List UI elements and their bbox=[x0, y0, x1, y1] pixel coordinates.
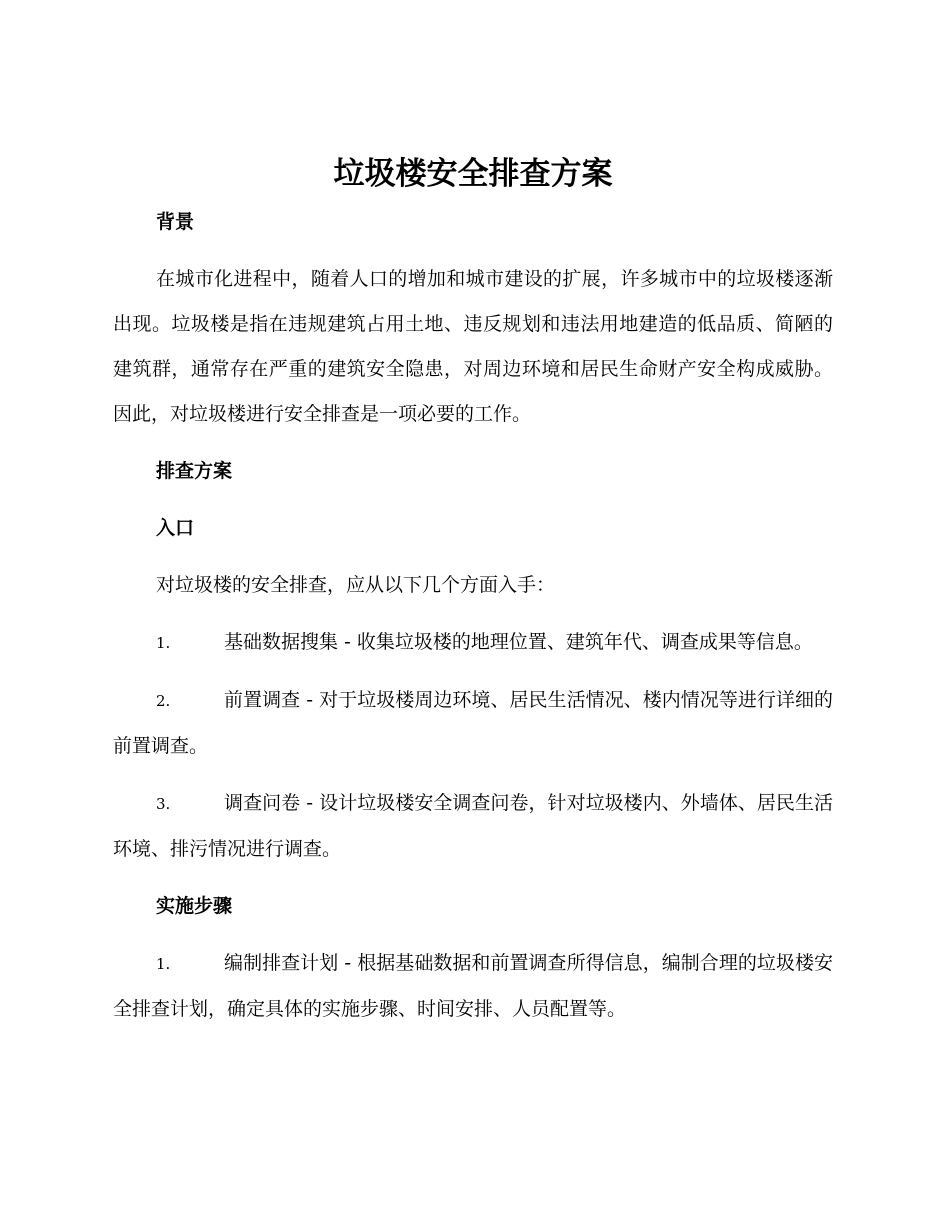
list-item bbox=[113, 620, 833, 666]
list-text: 编制排查计划 - 根据基础数据和前置调查所得信息，编制合理的垃圾楼安全排查计划，确定具体的实施步骤、时间安排、人员配置等。 bbox=[113, 952, 833, 1020]
list-text: 前置调查 - 对于垃圾楼周边环境、居民生活情况、楼内情况等进行详细的前置调查。 bbox=[113, 689, 833, 757]
section-heading-entry: 入口 bbox=[156, 517, 195, 539]
section-heading-steps: 实施步骤 bbox=[156, 895, 233, 917]
section-heading-plan: 排查方案 bbox=[156, 460, 233, 482]
list-item bbox=[113, 941, 833, 1032]
list-item bbox=[113, 781, 833, 872]
document-title: 垃圾楼安全排查方案 bbox=[333, 156, 613, 192]
list-text: 调查问卷 - 设计垃圾楼安全调查问卷，针对垃圾楼内、外墙体、居民生活环境、排污情况进行调查。 bbox=[113, 792, 833, 860]
list-number: 3. bbox=[156, 795, 171, 813]
list-number: 2. bbox=[156, 692, 171, 710]
entry-intro: 对垃圾楼的安全排查，应从以下几个方面入手： bbox=[156, 574, 556, 596]
list-number: 1. bbox=[156, 955, 171, 973]
section-heading-background: 背景 bbox=[156, 211, 195, 233]
list-number: 1. bbox=[156, 634, 171, 652]
list-text: 基础数据搜集 - 收集垃圾楼的地理位置、建筑年代、调查成果等信息。 bbox=[224, 631, 813, 653]
list-item bbox=[113, 678, 833, 769]
background-paragraph: 在城市化进程中，随着人口的增加和城市建设的扩展，许多城市中的垃圾楼逐渐出现。垃圾楼是指在违规建筑占用土地、违反规划和违法用地建造的低品质、简陋的建筑群，通常存在严重的建筑安全隐患，对周边环境和居民生命财产安全构成威胁。因此，对垃圾楼进行安全排查是一项必要的工作。 bbox=[113, 268, 833, 425]
document-page bbox=[113, 148, 833, 1032]
